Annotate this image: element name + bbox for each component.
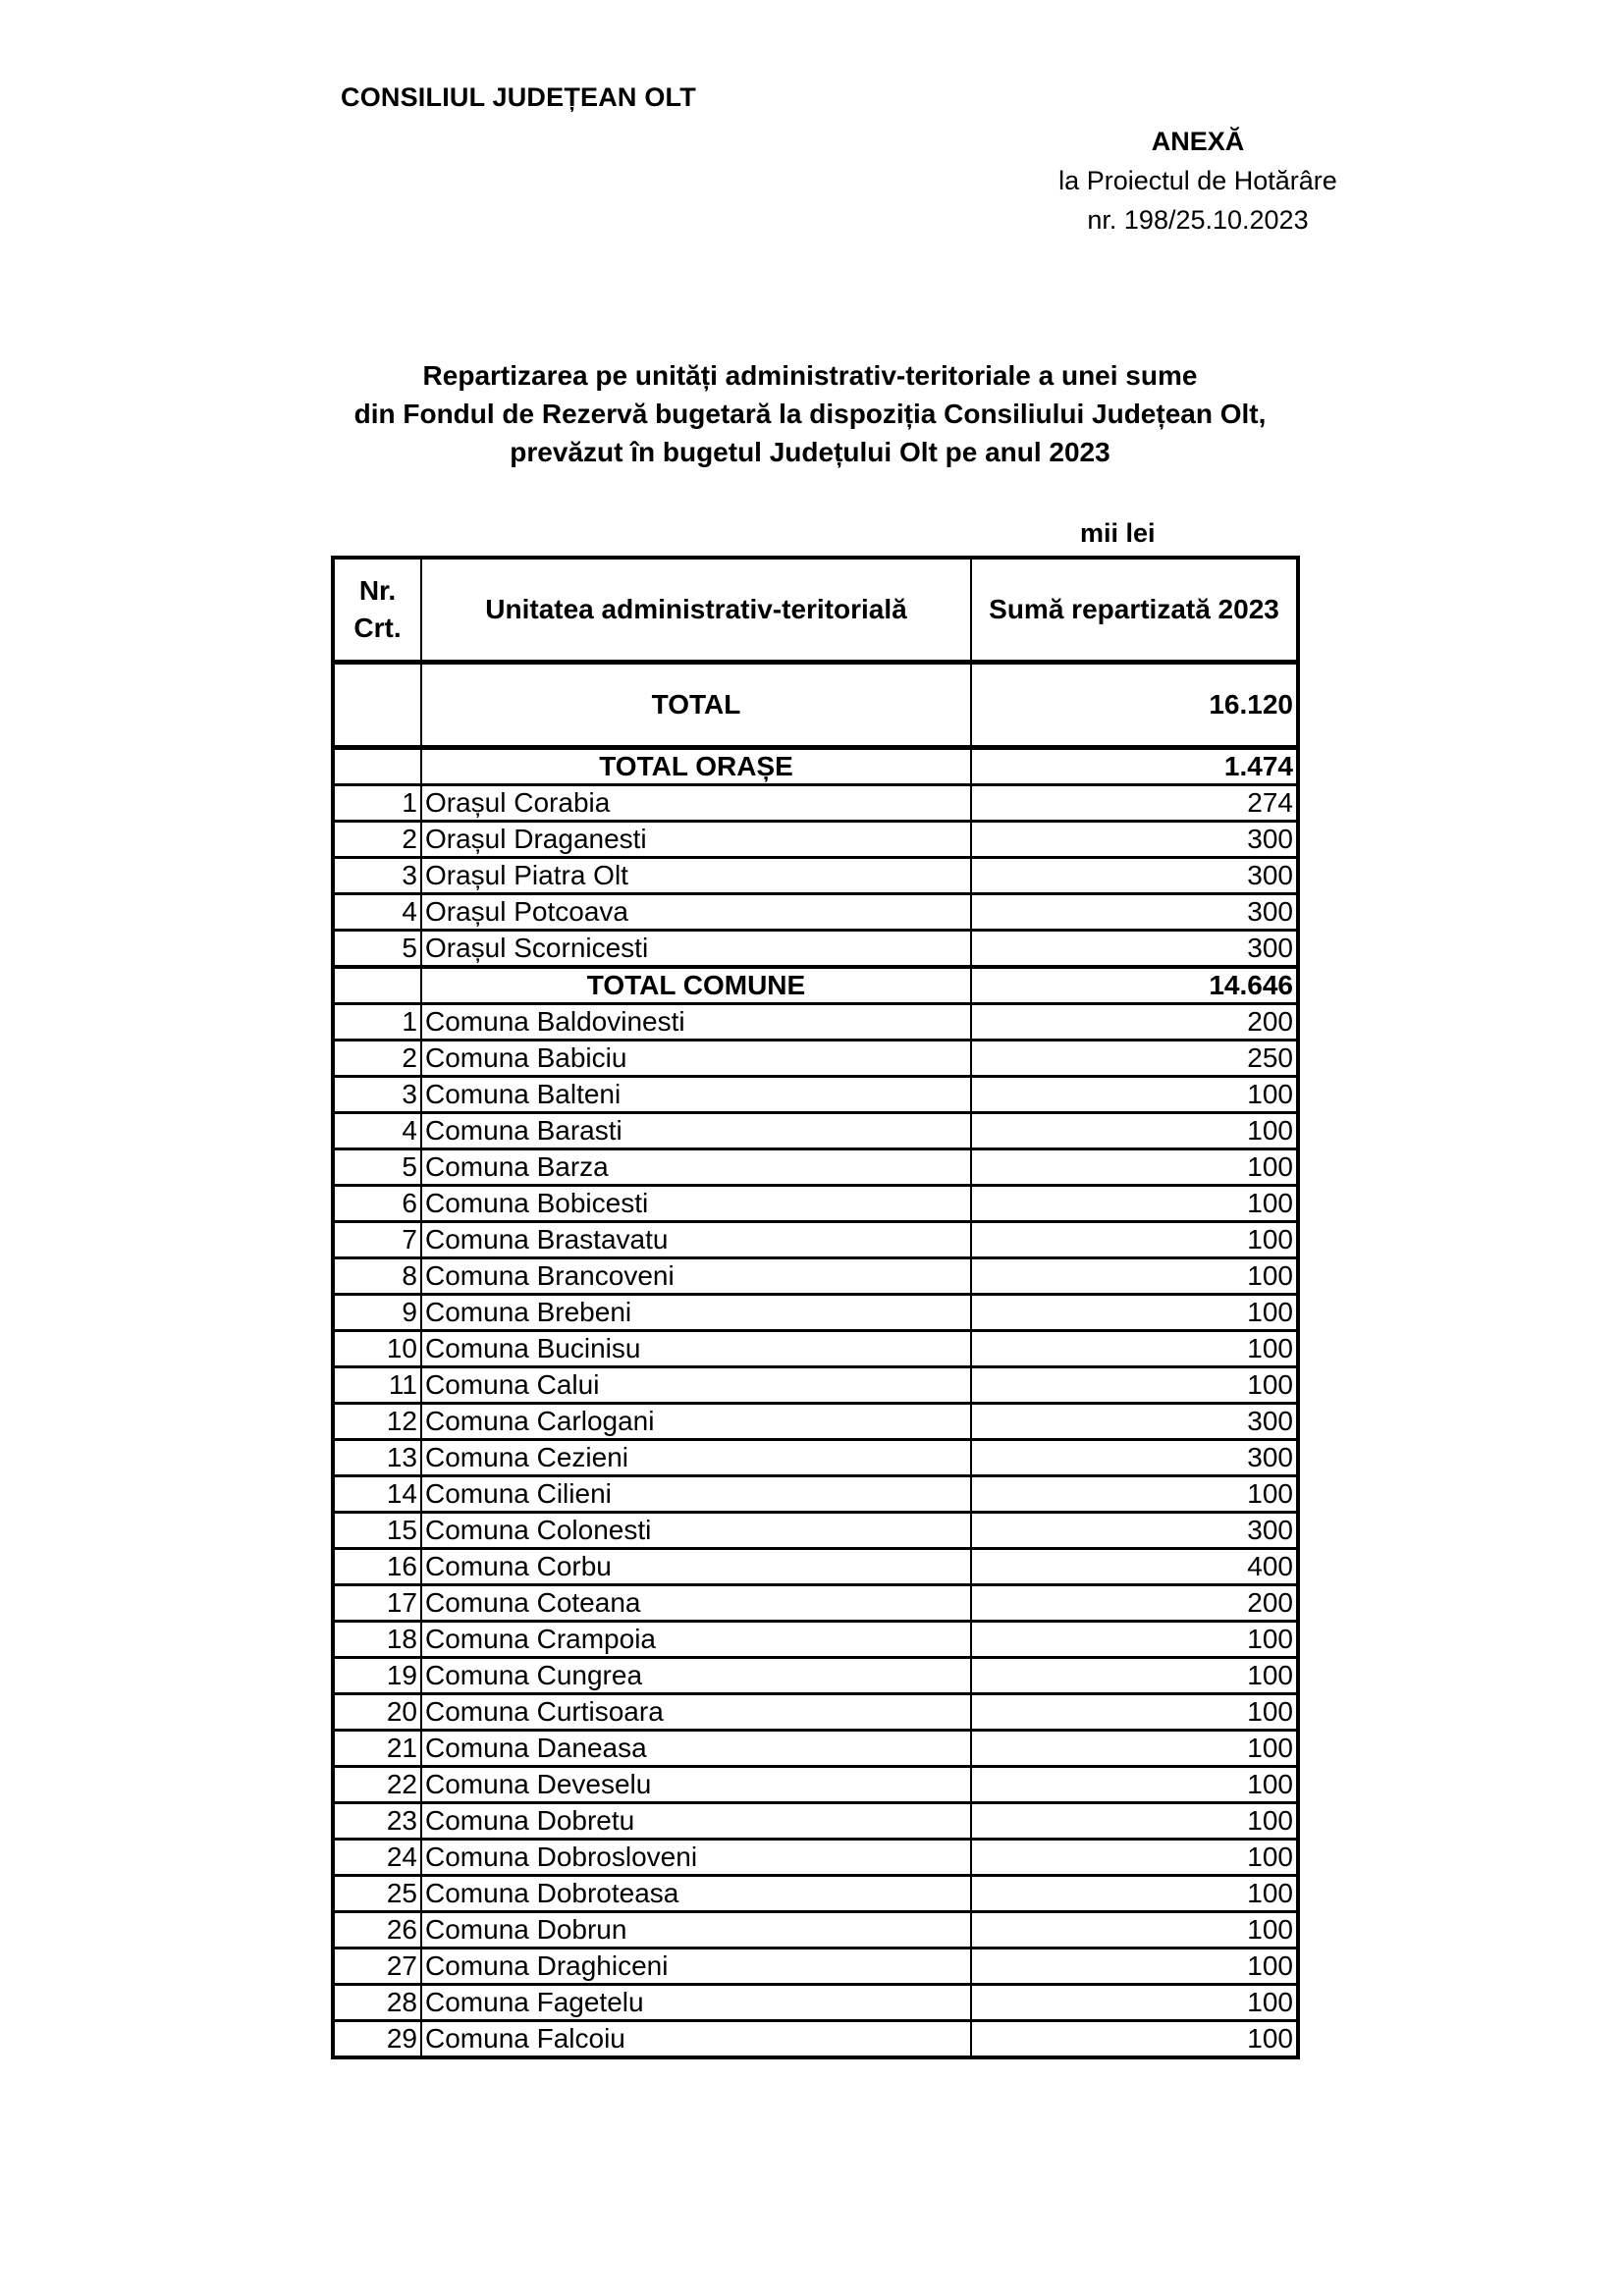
row-unit-name: Comuna Bobicesti (421, 1186, 971, 1222)
row-unit-name: Orașul Corabia (421, 785, 971, 822)
table-row (333, 1876, 1298, 1912)
table-row (333, 1149, 1298, 1186)
header-nr: Nr. Crt. (333, 558, 421, 663)
row-value: 300 (971, 894, 1298, 931)
row-nr: 21 (333, 1731, 421, 1767)
row-nr: 20 (333, 1694, 421, 1731)
row-unit-name: Comuna Brancoveni (421, 1258, 971, 1295)
annex-number: nr. 198/25.10.2023 (1087, 205, 1309, 235)
table-row (333, 1295, 1298, 1331)
communes-total-value: 14.646 (971, 967, 1298, 1004)
row-nr: 24 (333, 1840, 421, 1876)
table-row (333, 858, 1298, 894)
allocation-table (331, 556, 1300, 2059)
row-nr: 19 (333, 1658, 421, 1694)
row-nr: 4 (333, 894, 421, 931)
table-row (333, 1840, 1298, 1876)
unit-label: mii lei (1080, 518, 1156, 548)
row-value: 200 (971, 1004, 1298, 1041)
table-row (333, 1622, 1298, 1658)
row-unit-name: Comuna Brebeni (421, 1295, 971, 1331)
row-unit-name: Comuna Crampoia (421, 1622, 971, 1658)
row-value: 250 (971, 1041, 1298, 1077)
row-unit-name: Comuna Fagetelu (421, 1985, 971, 2021)
row-nr: 13 (333, 1440, 421, 1476)
row-nr: 16 (333, 1549, 421, 1585)
row-value: 100 (971, 1876, 1298, 1912)
table-row (333, 1513, 1298, 1549)
table-row (333, 1004, 1298, 1041)
row-nr: 27 (333, 1949, 421, 1985)
table-row (333, 1476, 1298, 1513)
row-value: 200 (971, 1585, 1298, 1622)
row-value: 300 (971, 858, 1298, 894)
towns-total-value: 1.474 (971, 748, 1298, 785)
row-nr: 29 (333, 2021, 421, 2058)
row-unit-name: Comuna Calui (421, 1367, 971, 1404)
row-value: 300 (971, 1404, 1298, 1440)
row-nr: 9 (333, 1295, 421, 1331)
grand-total-row (333, 663, 1298, 748)
table-row (333, 1186, 1298, 1222)
table-row (333, 1949, 1298, 1985)
row-unit-name: Comuna Barza (421, 1149, 971, 1186)
towns-total-row (333, 748, 1298, 785)
row-nr: 5 (333, 931, 421, 968)
title-line-2: din Fondul de Rezervă bugetară la dispoziția Consiliului Județean Olt, (353, 399, 1267, 429)
row-value: 100 (971, 1985, 1298, 2021)
row-value: 100 (971, 1767, 1298, 1803)
row-value: 100 (971, 1949, 1298, 1985)
row-nr: 2 (333, 1041, 421, 1077)
table-row (333, 1585, 1298, 1622)
row-value: 100 (971, 1840, 1298, 1876)
row-value: 400 (971, 1549, 1298, 1585)
grand-total-nr (333, 663, 421, 748)
row-unit-name: Comuna Daneasa (421, 1731, 971, 1767)
row-unit-name: Comuna Deveselu (421, 1767, 971, 1803)
row-nr: 8 (333, 1258, 421, 1295)
row-value: 300 (971, 822, 1298, 858)
annex-block (1021, 122, 1375, 240)
title-line-3: prevăzut în bugetul Județului Olt pe anul 2023 (510, 437, 1110, 467)
row-nr: 1 (333, 785, 421, 822)
row-value: 100 (971, 1149, 1298, 1186)
communes-total-nr (333, 967, 421, 1004)
row-value: 100 (971, 1912, 1298, 1949)
row-value: 100 (971, 1694, 1298, 1731)
table-row (333, 1367, 1298, 1404)
row-unit-name: Comuna Cilieni (421, 1476, 971, 1513)
row-unit-name: Comuna Babiciu (421, 1041, 971, 1077)
table-row (333, 1258, 1298, 1295)
row-nr: 2 (333, 822, 421, 858)
row-nr: 22 (333, 1767, 421, 1803)
row-value: 274 (971, 785, 1298, 822)
row-nr: 17 (333, 1585, 421, 1622)
council-name: CONSILIUL JUDEȚEAN OLT (341, 82, 696, 112)
table-row (333, 894, 1298, 931)
row-unit-name: Comuna Dobroteasa (421, 1876, 971, 1912)
row-nr: 3 (333, 1077, 421, 1113)
document-title (245, 356, 1375, 471)
row-unit-name: Comuna Dobretu (421, 1803, 971, 1840)
grand-total-value: 16.120 (971, 663, 1298, 748)
row-value: 300 (971, 1440, 1298, 1476)
row-unit-name: Orașul Draganesti (421, 822, 971, 858)
table-row (333, 1041, 1298, 1077)
communes-total-row (333, 967, 1298, 1004)
row-value: 100 (971, 1222, 1298, 1258)
row-unit-name: Comuna Brastavatu (421, 1222, 971, 1258)
table-row (333, 1658, 1298, 1694)
row-unit-name: Comuna Balteni (421, 1077, 971, 1113)
row-nr: 14 (333, 1476, 421, 1513)
row-value: 100 (971, 1658, 1298, 1694)
towns-total-label: TOTAL ORAȘE (421, 748, 971, 785)
table-row (333, 1404, 1298, 1440)
row-unit-name: Comuna Cezieni (421, 1440, 971, 1476)
row-value: 100 (971, 2021, 1298, 2058)
towns-total-nr (333, 748, 421, 785)
row-nr: 4 (333, 1113, 421, 1149)
row-nr: 7 (333, 1222, 421, 1258)
row-nr: 18 (333, 1622, 421, 1658)
row-value: 100 (971, 1113, 1298, 1149)
table-row (333, 1985, 1298, 2021)
row-unit-name: Comuna Draghiceni (421, 1949, 971, 1985)
table-row (333, 1803, 1298, 1840)
row-unit-name: Comuna Barasti (421, 1113, 971, 1149)
row-unit-name: Comuna Falcoiu (421, 2021, 971, 2058)
row-unit-name: Comuna Corbu (421, 1549, 971, 1585)
row-nr: 10 (333, 1331, 421, 1367)
row-nr: 15 (333, 1513, 421, 1549)
row-nr: 26 (333, 1912, 421, 1949)
annex-reference: la Proiectul de Hotărâre (1058, 166, 1337, 195)
row-value: 100 (971, 1186, 1298, 1222)
table-row (333, 1077, 1298, 1113)
row-unit-name: Orașul Potcoava (421, 894, 971, 931)
row-value: 300 (971, 1513, 1298, 1549)
row-value: 100 (971, 1331, 1298, 1367)
row-unit-name: Orașul Scornicesti (421, 931, 971, 968)
table-row (333, 1767, 1298, 1803)
row-nr: 5 (333, 1149, 421, 1186)
title-line-1: Repartizarea pe unități administrativ-teritoriale a unei sume (422, 360, 1198, 391)
table-row (333, 1912, 1298, 1949)
table-row (333, 1694, 1298, 1731)
row-unit-name: Comuna Baldovinesti (421, 1004, 971, 1041)
row-nr: 23 (333, 1803, 421, 1840)
row-nr: 6 (333, 1186, 421, 1222)
row-unit-name: Orașul Piatra Olt (421, 858, 971, 894)
table-header-row (333, 558, 1298, 663)
row-unit-name: Comuna Bucinisu (421, 1331, 971, 1367)
row-value: 100 (971, 1077, 1298, 1113)
grand-total-label: TOTAL (421, 663, 971, 748)
table-row (333, 822, 1298, 858)
table-row (333, 1549, 1298, 1585)
table-row (333, 931, 1298, 968)
row-unit-name: Comuna Dobrun (421, 1912, 971, 1949)
row-nr: 25 (333, 1876, 421, 1912)
row-value: 300 (971, 931, 1298, 968)
row-unit-name: Comuna Coteana (421, 1585, 971, 1622)
table-row (333, 1222, 1298, 1258)
row-value: 100 (971, 1622, 1298, 1658)
table-row (333, 2021, 1298, 2058)
row-nr: 28 (333, 1985, 421, 2021)
row-nr: 3 (333, 858, 421, 894)
row-unit-name: Comuna Dobrosloveni (421, 1840, 971, 1876)
table-row (333, 1731, 1298, 1767)
row-value: 100 (971, 1367, 1298, 1404)
row-unit-name: Comuna Carlogani (421, 1404, 971, 1440)
row-value: 100 (971, 1476, 1298, 1513)
row-value: 100 (971, 1803, 1298, 1840)
row-value: 100 (971, 1731, 1298, 1767)
header-unit: Unitatea administrativ-teritorială (421, 558, 971, 663)
row-nr: 1 (333, 1004, 421, 1041)
row-unit-name: Comuna Curtisoara (421, 1694, 971, 1731)
row-nr: 12 (333, 1404, 421, 1440)
table-row (333, 1331, 1298, 1367)
table-row (333, 1440, 1298, 1476)
table-row (333, 1113, 1298, 1149)
communes-total-label: TOTAL COMUNE (421, 967, 971, 1004)
row-value: 100 (971, 1295, 1298, 1331)
table-row (333, 785, 1298, 822)
row-nr: 11 (333, 1367, 421, 1404)
header-sum: Sumă repartizată 2023 (971, 558, 1298, 663)
row-unit-name: Comuna Cungrea (421, 1658, 971, 1694)
annex-title: ANEXĂ (1151, 127, 1245, 156)
row-value: 100 (971, 1258, 1298, 1295)
row-unit-name: Comuna Colonesti (421, 1513, 971, 1549)
